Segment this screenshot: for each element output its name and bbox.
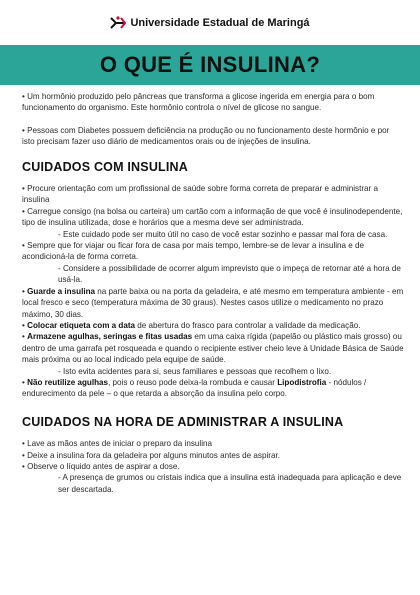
list-subitem: - Considere a possibilidade de ocorrer algum imprevisto que o impeça de retornar até a hora de usá-la. [58, 263, 401, 285]
document-body [22, 91, 404, 495]
title-banner [0, 45, 420, 85]
emphasis-text: Armazene agulhas, seringas e fitas usadas [27, 332, 193, 342]
emphasis-text: Colocar etiqueta com a data [27, 320, 136, 330]
list-subitem: - Este cuidado pode ser muito útil no caso de você estar sozinho e passar mal fora de casa. [58, 229, 388, 239]
page-title: O QUE É INSULINA? [99, 52, 321, 77]
emphasis-text: Não reutilize agulhas [27, 377, 109, 387]
list-item: • Lave as mãos antes de iniciar o preparo da insulina [22, 439, 213, 449]
list-subitem: - A presença de grumos ou cristais indica que a insulina está inadequada para aplicação e deve ser descartada. [58, 473, 402, 494]
list-subitem: - Isto evita acidentes para si, seus familiares e pessoas que recolhem o lixo. [58, 366, 332, 376]
section-title: CUIDADOS COM INSULINA [22, 159, 189, 174]
list-item: • Armazene agulhas, seringas e fitas usadas em uma caixa rígida (papelão ou plástico mais grosso) ou dentro de uma garrafa pet rosqueada e quando o recipiente estiver cheio leve à Unidade Básica de Saúde mais próxima ou ao local indicado pela equipe de saúde. [22, 332, 404, 365]
emphasis-text: Lipodistrofia [277, 377, 327, 387]
list-item: • Não reutilize agulhas, pois o reuso pode deixa-la rombuda e causar Lipodistrofia - nódulos / endurecimento da pele – o que retarda a absorção da insulina pelo corpo. [22, 377, 367, 399]
list-item: • Procure orientação com um profissional de saúde sobre forma correta de preparar e administrar a insulina [22, 184, 378, 205]
list-item: • Deixe a insulina fora da geladeira por alguns minutos antes de aspirar. [22, 450, 280, 460]
institution-name: Universidade Estadual de Maringá [130, 17, 310, 29]
intro-paragraph: • Pessoas com Diabetes possuem deficiência na produção ou no funcionamento deste hormônio e por isto precisam fazer uso diário de medicamentos orais ou de injeções de insulina. [22, 125, 390, 147]
list-item: • Sempre que for viajar ou ficar fora de casa por mais tempo, lembre-se de levar a insulina e de acondicioná-la de forma correta. [22, 241, 365, 262]
section-title: CUIDADOS NA HORA DE ADMINISTRAR A INSULINA [22, 414, 344, 429]
list-item: • Carregue consigo (na bolsa ou carteira) um cartão com a informação de que você é insulinodependente, tipo de insulina utilizada, dose e horários que a mesma deve ser administrada. [22, 206, 403, 228]
list-item: • Colocar etiqueta com a data de abertura do frasco para controlar a validade da medicação. [22, 320, 361, 330]
university-logo-icon [110, 15, 126, 31]
institution-header [0, 12, 420, 34]
list-item: • Guarde a insulina na parte baixa ou na porta da geladeira, e até mesmo em temperatura ambiente - em local fresco e seco (temperatura máxima de 30 graus). Nestes casos utilize o medicamento no prazo máximo, 30 dias. [22, 286, 404, 319]
list-item: • Observe o líquido antes de aspirar a dose. [22, 461, 180, 471]
intro-paragraph: • Um hormônio produzido pelo pâncreas que transforma a glicose ingerida em energia para o bom funcionamento do organismo. Este hormônio controla o nível de glicose no sangue. [22, 92, 375, 113]
emphasis-text: Guarde a insulina [27, 286, 96, 296]
